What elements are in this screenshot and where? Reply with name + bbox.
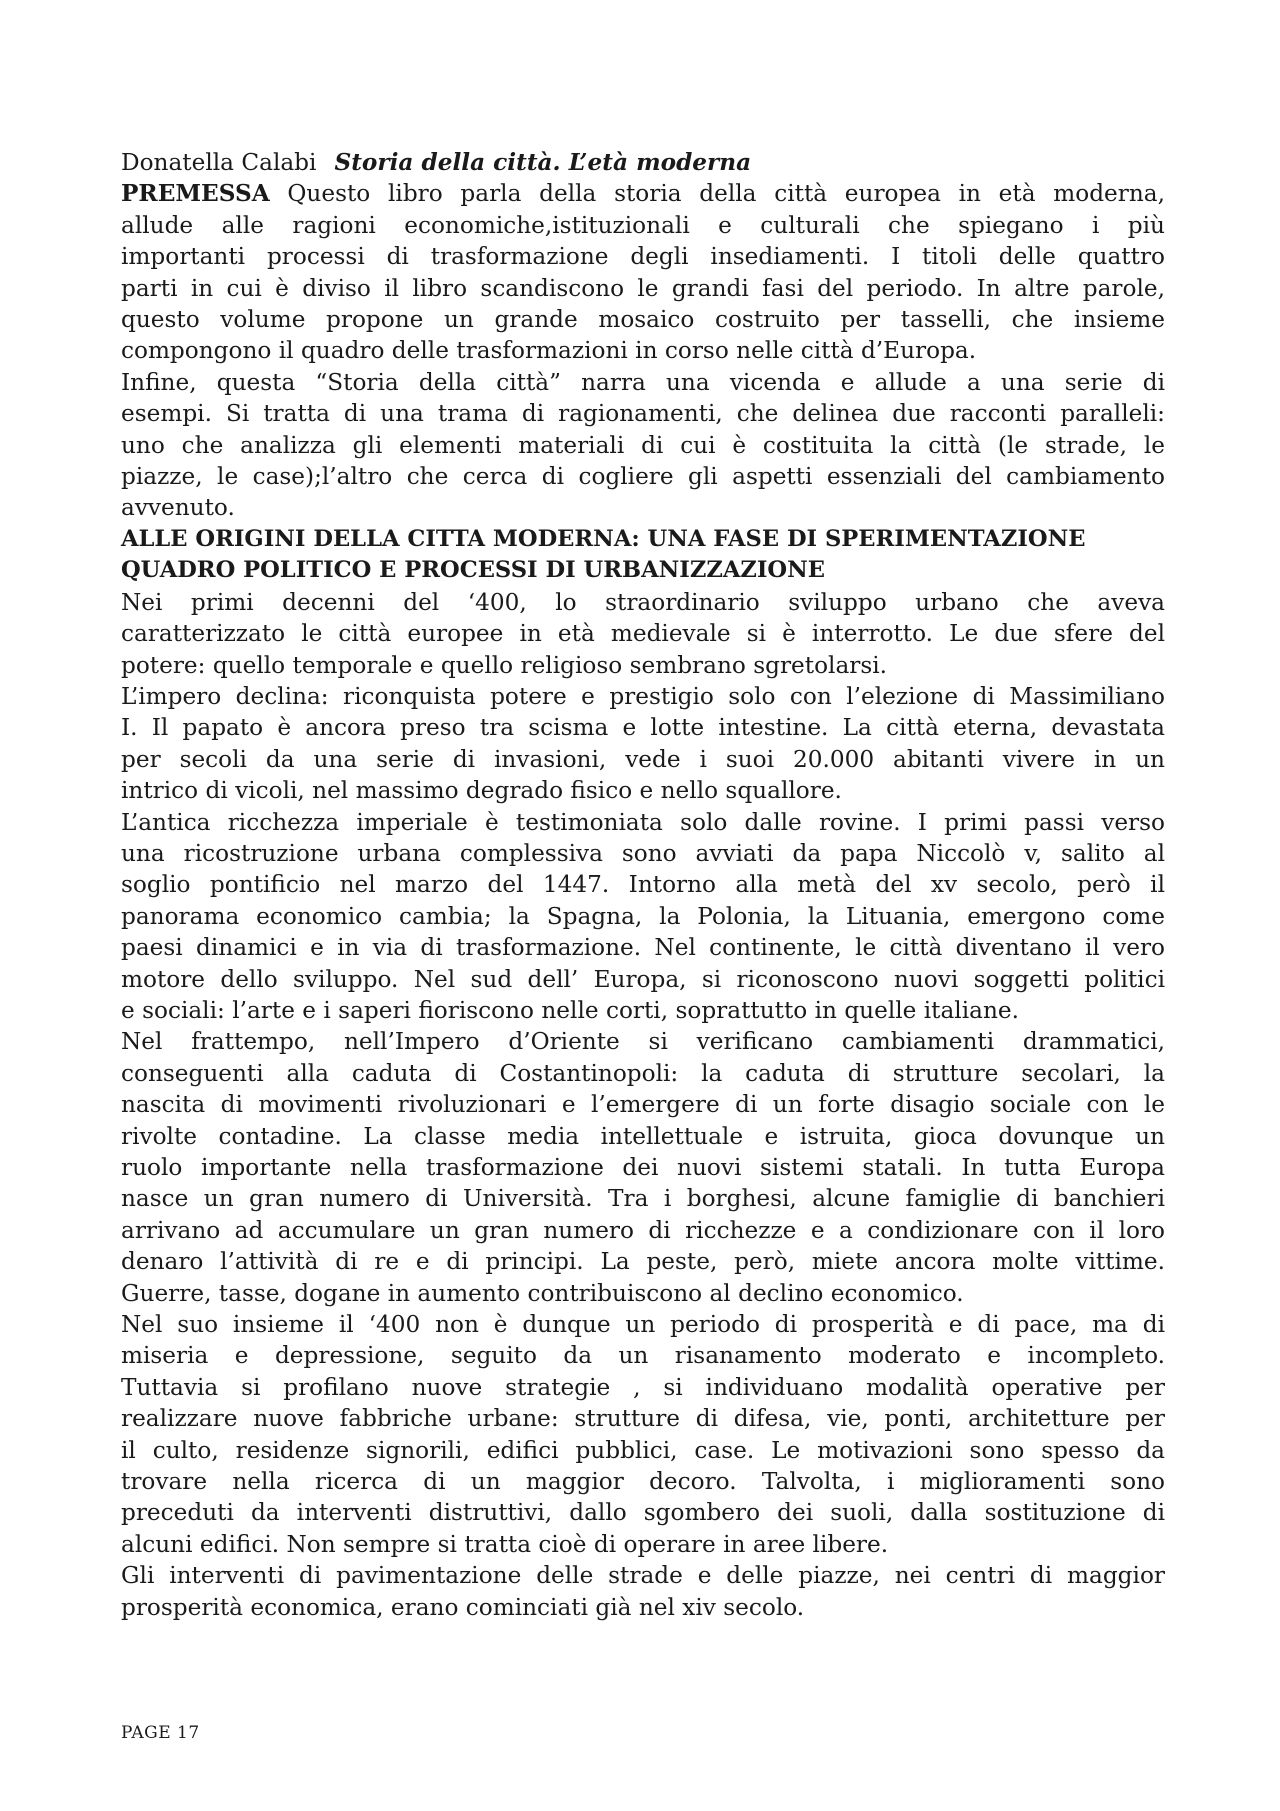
body-line: Guerre, tasse, dogane in aumento contribuiscono al declino economico. [121, 1279, 964, 1307]
premessa-line: parti in cui è diviso il libro scandiscono le grandi fasi del periodo. In altre parole, [121, 274, 1165, 302]
body-line: potere: quello temporale e quello religioso sembrano sgretolarsi. [121, 651, 888, 679]
body-line: trovare nella ricerca di un maggior decoro. Talvolta, i miglioramenti sono [121, 1468, 1165, 1496]
body-line: Nel suo insieme il ‘400 non è dunque un periodo di prosperità e di pace, ma di [121, 1311, 1165, 1339]
body-line: denaro l’attività di re e di principi. La peste, però, miete ancora molte vittime. [121, 1248, 1165, 1276]
body-line: paesi dinamici e in via di trasformazione. Nel continente, le città diventano il vero [121, 934, 1165, 962]
body-line: caratterizzato le città europee in età medievale si è interrotto. Le due sfere del [121, 620, 1165, 648]
premessa-line: compongono il quadro delle trasformazioni in corso nelle città d’Europa. [121, 337, 977, 365]
premessa-line: importanti processi di trasformazione degli insediamenti. I titoli delle quattro [121, 243, 1165, 271]
body-line: e sociali: l’arte e i saperi fioriscono nelle corti, soprattutto in quelle italiane. [121, 996, 1019, 1024]
body-line: realizzare nuove fabbriche urbane: strutture di difesa, vie, ponti, architetture per [121, 1405, 1165, 1433]
body-line: arrivano ad accumulare un gran numero di ricchezze e a condizionare con il loro [121, 1216, 1165, 1244]
body-line: soglio pontificio nel marzo del 1447. Intorno alla metà del xv secolo, però il [121, 871, 1165, 899]
body-line: conseguenti alla caduta di Costantinopoli: la caduta di strutture secolari, la [121, 1059, 1165, 1087]
premessa-line: piazze, le case);l’altro che cerca di cogliere gli aspetti essenziali del cambiamento [121, 463, 1165, 491]
body-line: preceduti da interventi distruttivi, dallo sgombero dei suoli, dalla sostituzione di [121, 1499, 1165, 1527]
body-line: L’antica ricchezza imperiale è testimoniata solo dalle rovine. I primi passi verso [121, 808, 1165, 836]
body-line: nasce un gran numero di Università. Tra i borghesi, alcune famiglie di banchieri [121, 1185, 1165, 1213]
body-line: Tuttavia si profilano nuove strategie , si individuano modalità operative per [121, 1373, 1165, 1401]
body-line: ruolo importante nella trasformazione dei nuovi sistemi statali. In tutta Europa [121, 1154, 1165, 1181]
body-line: rivolte contadine. La classe media intellettuale e istruita, gioca dovunque un [121, 1122, 1165, 1150]
premessa-first-line [121, 178, 1165, 209]
premessa-line: Questo libro parla della storia della città europea in età moderna, [287, 180, 1165, 208]
body-line: Gli interventi di pavimentazione delle strade e delle piazze, nei centri di maggior [121, 1562, 1165, 1590]
body-line: L’impero declina: riconquista potere e prestigio solo con l’elezione di Massimiliano [121, 682, 1165, 710]
premessa-line: Infine, questa “Storia della città” narra una vicenda e allude a una serie di [121, 368, 1165, 396]
subsection-heading: QUADRO POLITICO E PROCESSI DI URBANIZZAZIONE [121, 557, 825, 584]
premessa-line: questo volume propone un grande mosaico costruito per tasselli, che insieme [121, 306, 1165, 334]
body-line: alcuni edifici. Non sempre si tratta cioè di operare in aree libere. [121, 1530, 889, 1558]
body-line: il culto, residenze signorili, edifici pubblici, case. Le motivazioni sono spesso da [121, 1436, 1165, 1464]
body-line: miseria e depressione, seguito da un risanamento moderato e incompleto. [121, 1342, 1165, 1370]
premessa-line: uno che analizza gli elementi materiali di cui è costituita la città (le strade, le [121, 431, 1165, 459]
book-title: Storia della città. L’età moderna [334, 149, 752, 176]
body-line: motore dello sviluppo. Nel sud dell’ Europa, si riconoscono nuovi soggetti politici [121, 965, 1165, 993]
section-heading: ALLE ORIGINI DELLA CITTA MODERNA: UNA FASE DI SPERIMENTAZIONE [121, 525, 1086, 552]
premessa-line: avvenuto. [121, 494, 235, 522]
page-number: PAGE 17 [121, 1723, 200, 1743]
body-line: prosperità economica, erano cominciati già nel xiv secolo. [121, 1593, 805, 1621]
body-line: I. Il papato è ancora preso tra scisma e lotte intestine. La città eterna, devastata [121, 714, 1165, 742]
premessa-line: allude alle ragioni economiche,istituzionali e culturali che spiegano i più [121, 211, 1165, 239]
body-line: Nel frattempo, nell’Impero d’Oriente si verificano cambiamenti drammatici, [121, 1028, 1165, 1056]
body-line: una ricostruzione urbana complessiva sono avviati da papa Niccolò v, salito al [121, 839, 1165, 867]
premessa-line: esempi. Si tratta di una trama di ragionamenti, che delinea due racconti paralleli: [121, 400, 1165, 428]
body-line: nascita di movimenti rivoluzionari e l’emergere di un forte disagio sociale con le [121, 1091, 1165, 1119]
premessa-label: PREMESSA [121, 180, 270, 208]
body-line: per secoli da una serie di invasioni, vede i suoi 20.000 abitanti vivere in un [121, 745, 1165, 773]
author-name: Donatella Calabi [121, 149, 317, 176]
document-page [121, 147, 1165, 1623]
document-header [121, 147, 1165, 178]
body-line: Nei primi decenni del ‘400, lo straordinario sviluppo urbano che aveva [121, 588, 1165, 616]
body-line: intrico di vicoli, nel massimo degrado fisico e nello squallore. [121, 777, 842, 805]
body-line: panorama economico cambia; la Spagna, la Polonia, la Lituania, emergono come [121, 902, 1165, 930]
